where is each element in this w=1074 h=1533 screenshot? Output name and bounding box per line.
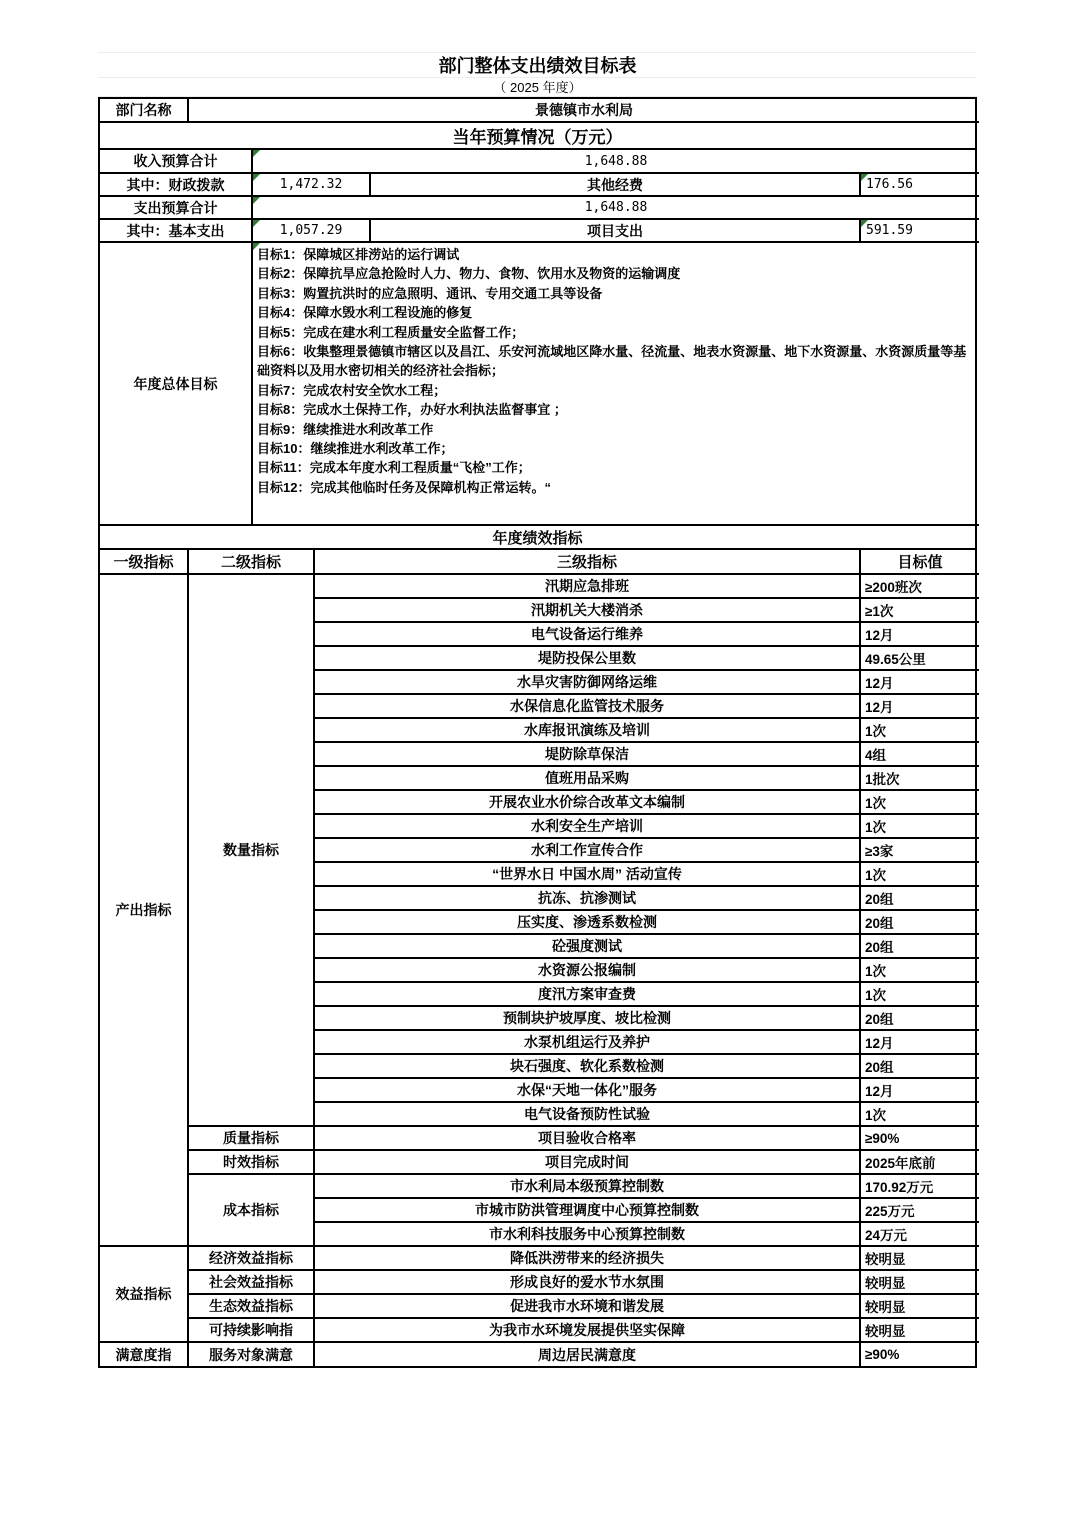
group-ecological-benefit: 生态效益指标 [188,1294,314,1318]
other-funds-label: 其他经费 [370,173,860,196]
indicator-target: 170.92万元 [860,1174,979,1198]
goal-line: 目标4：保障水毁水利工程设施的修复 [257,305,473,321]
indicator-target: 20组 [860,886,979,910]
indicator-target: 1次 [860,790,979,814]
indicator-target: 1次 [860,982,979,1006]
annual-goals-label: 年度总体目标 [100,243,252,525]
indicators-table [100,550,979,1366]
indicator-target: 1次 [860,958,979,982]
budget-section-header [100,123,975,150]
goal-line: 目标9：继续推进水利改革工作 [257,421,434,437]
indicator-name: 值班用品采购 [314,766,860,790]
indicator-target: 4组 [860,742,979,766]
indicator-name: 市水利科技服务中心预算控制数 [314,1222,860,1246]
col-header-target: 目标值 [860,550,979,574]
table-row [100,150,979,173]
goal-line: 目标12：完成其他临时任务及保障机构正常运转。“ [257,479,551,495]
goal-line: 目标3：购置抗洪时的应急照明、通讯、专用交通工具等设备 [257,285,603,301]
group-service-target-satisfaction: 服务对象满意 [188,1342,314,1366]
comment-marker-icon [861,174,868,181]
indicator-target: 24万元 [860,1222,979,1246]
group-quality-indicators: 质量指标 [188,1126,314,1150]
project-expenditure-value: 591.59 [860,219,979,242]
comment-marker-icon [253,243,260,250]
table-row [100,1246,979,1270]
project-expenditure-label: 项目支出 [370,219,860,242]
goal-line: 目标10：继续推进水利改革工作； [257,441,454,457]
indicator-target: 20组 [860,1054,979,1078]
indicator-target: 12月 [860,670,979,694]
indicator-name: 预制块护坡厚度、坡比检测 [314,1006,860,1030]
group-sustainable-impact: 可持续影响指 [188,1318,314,1342]
indicator-name: 水资源公报编制 [314,958,860,982]
indicator-name: 汛期应急排班 [314,574,860,598]
indicator-name: 开展农业水价综合改革文本编制 [314,790,860,814]
indicator-target: 1次 [860,718,979,742]
group-social-benefit: 社会效益指标 [188,1270,314,1294]
fiscal-allocation-label: 其中：财政拨款 [100,173,252,196]
expenditure-total-label: 支出预算合计 [100,196,252,219]
indicator-target: 12月 [860,1030,979,1054]
group-satisfaction-indicators: 满意度指 [100,1342,188,1366]
indicator-target: ≥3家 [860,838,979,862]
table-row [100,243,979,525]
indicator-target: 20组 [860,1006,979,1030]
indicator-name: 堤防投保公里数 [314,646,860,670]
table-row [100,173,979,196]
indicator-name: 砼强度测试 [314,934,860,958]
group-cost-indicators: 成本指标 [188,1174,314,1246]
comment-marker-icon [861,220,868,227]
indicator-name: 堤防除草保洁 [314,742,860,766]
department-table [100,99,979,123]
table-row [100,574,979,598]
group-quantity-indicators: 数量指标 [188,574,314,1126]
annual-goals-table [100,243,979,526]
indicators-section-title: 年度绩效指标 [100,526,975,549]
indicator-name: 抗冻、抗渗测试 [314,886,860,910]
other-funds-value: 176.56 [860,173,979,196]
indicator-name: 水利安全生产培训 [314,814,860,838]
expenditure-total-value: 1,648.88 [252,196,979,219]
income-total-label: 收入预算合计 [100,150,252,173]
indicator-name: 水保“天地一体化”服务 [314,1078,860,1102]
indicator-target: 1批次 [860,766,979,790]
indicator-target: 2025年底前 [860,1150,979,1174]
goal-line: 目标11：完成本年度水利工程质量“飞检”工作； [257,460,531,476]
table-row [100,1126,979,1150]
group-economic-benefit: 经济效益指标 [188,1246,314,1270]
indicator-target: ≥90% [865,1347,900,1362]
indicator-name: 度汛方案审查费 [314,982,860,1006]
basic-expenditure-value: 1,057.29 [252,219,370,242]
group-timeliness-indicators: 时效指标 [188,1150,314,1174]
indicator-target: 20组 [860,910,979,934]
table-row [100,1318,979,1342]
table-row [100,1294,979,1318]
income-total-value: 1,648.88 [252,150,979,173]
indicator-target: 1次 [860,814,979,838]
col-header-level1: 一级指标 [100,550,188,574]
comment-marker-icon [253,197,260,204]
indicator-name: 降低洪涝带来的经济损失 [314,1246,860,1270]
indicator-name: 压实度、渗透系数检测 [314,910,860,934]
table-row [100,123,975,149]
indicator-name: 水保信息化监管技术服务 [314,694,860,718]
indicator-target: 20组 [860,934,979,958]
indicator-name: “世界水日 中国水周” 活动宣传 [314,862,860,886]
indicator-name: 水旱灾害防御网络运维 [314,670,860,694]
goal-line: 目标6：收集整理景德镇市辖区以及昌江、乐安河流域地区降水量、径流量、地表水资源量、地下水资源量、水资源质量等基础资料以及用水密切相关的经济社会指标； [257,344,967,379]
table-row [100,1150,979,1174]
indicator-target: 较明显 [860,1270,979,1294]
indicator-name: 促进我市水环境和谐发展 [314,1294,860,1318]
page-title: 部门整体支出绩效目标表 [98,52,977,78]
comment-marker-icon [253,150,260,157]
table-grid [98,97,977,1368]
indicator-target: 49.65公里 [860,646,979,670]
indicator-target: 12月 [860,694,979,718]
table-header-row [100,550,979,574]
col-header-level2: 二级指标 [188,550,314,574]
indicator-name: 水库报讯演练及培训 [314,718,860,742]
goal-line: 目标8：完成水土保持工作，办好水利执法监督事宜 ； [257,402,567,418]
indicator-target: 1次 [860,1102,979,1126]
table-row [100,196,979,219]
department-value: 景德镇市水利局 [188,99,979,122]
indicator-name: 水泵机组运行及养护 [314,1030,860,1054]
indicator-name: 为我市水环境发展提供坚实保障 [314,1318,860,1342]
indicator-target: 1次 [860,862,979,886]
indicator-name: 电气设备预防性试验 [314,1102,860,1126]
annual-goals-text [252,243,979,525]
performance-target-sheet [98,52,977,1533]
table-row [100,1270,979,1294]
group-output-indicators: 产出指标 [100,574,188,1246]
indicator-name: 市城市防洪管理调度中心预算控制数 [314,1198,860,1222]
budget-table [100,150,979,243]
indicator-name: 块石强度、软化系数检测 [314,1054,860,1078]
goal-line: 目标5：完成在建水利工程质量安全监督工作； [257,324,525,340]
fiscal-allocation-value: 1,472.32 [252,173,370,196]
indicator-name: 市水利局本级预算控制数 [314,1174,860,1198]
table-row [100,1174,979,1198]
indicator-target: 较明显 [860,1294,979,1318]
indicator-target: ≥1次 [860,598,979,622]
indicator-target: 较明显 [860,1318,979,1342]
indicator-target: 12月 [860,622,979,646]
indicator-target: ≥200班次 [860,574,979,598]
table-row [100,1342,979,1366]
indicator-name: 周边居民满意度 [314,1342,860,1366]
basic-expenditure-label: 其中：基本支出 [100,219,252,242]
comment-marker-icon [253,174,260,181]
indicator-name: 形成良好的爱水节水氛围 [314,1270,860,1294]
indicator-target: 较明显 [860,1246,979,1270]
goal-line: 目标1：保障城区排涝站的运行调试 [257,247,460,262]
indicator-target: 12月 [860,1078,979,1102]
table-row [100,219,979,242]
department-label: 部门名称 [100,99,188,122]
group-benefit-indicators: 效益指标 [100,1246,188,1342]
table-row [100,526,975,549]
indicator-name: 水利工作宣传合作 [314,838,860,862]
indicator-target: ≥90% [860,1126,979,1150]
indicator-name: 汛期机关大楼消杀 [314,598,860,622]
indicator-name: 项目验收合格率 [314,1126,860,1150]
indicator-name: 项目完成时间 [314,1150,860,1174]
indicator-target: 225万元 [860,1198,979,1222]
comment-marker-icon [253,220,260,227]
goal-line: 目标7：完成农村安全饮水工程； [257,382,447,398]
goal-line: 目标2：保障抗旱应急抢险时人力、物力、食物、饮用水及物资的运输调度 [257,266,681,282]
page-subtitle: （ 2025 年度） [98,78,977,97]
col-header-level3: 三级指标 [314,550,860,574]
bottom-margin [98,1368,977,1533]
indicator-name: 电气设备运行维养 [314,622,860,646]
budget-section-title: 当年预算情况（万元） [100,123,975,149]
table-row [100,99,979,122]
indicators-section-header [100,526,975,550]
